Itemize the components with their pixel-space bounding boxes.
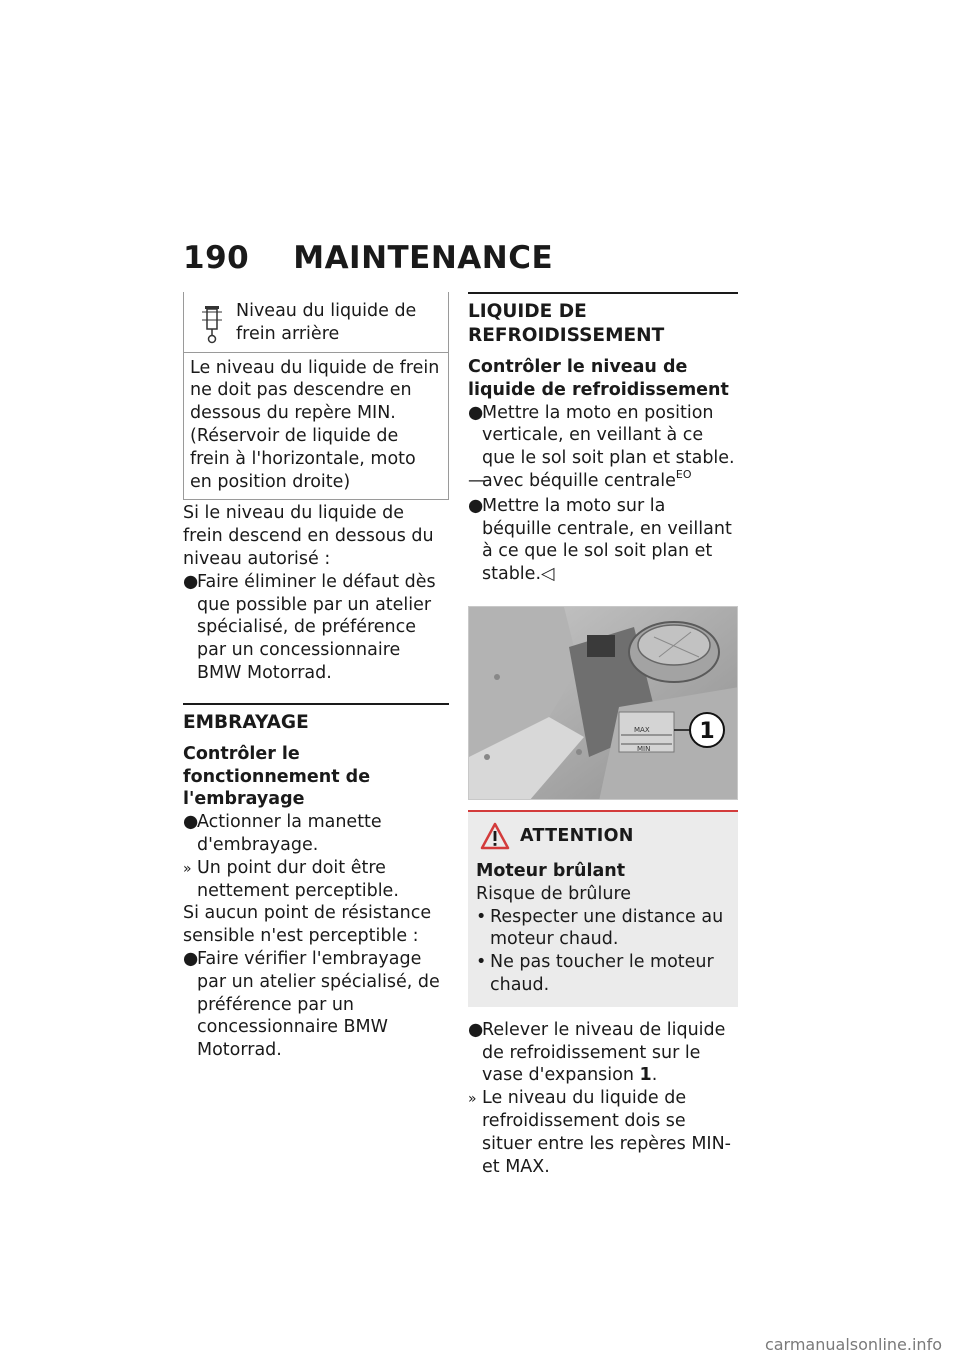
bullet-icon: ● [183,812,199,833]
list-item [468,402,738,470]
list-item-text: Actionner la manette d'embrayage. [197,812,382,855]
min-label: MIN [637,744,651,753]
bullet-icon: ● [468,1019,484,1040]
attention-heading: Moteur brûlant [476,860,626,881]
list-item-text: Mettre la moto sur la béquille centrale, en veillant à ce que le sol soit plan et stable. [482,495,732,585]
section-title-clutch: EMBRAYAGE [183,703,449,735]
list-item-text: Faire vérifier l'embrayage par un atelier spécialisé, de préférence par un concessionnaire BMW Motorrad. [197,948,440,1061]
page-number: 190 [183,240,250,276]
result-arrow-icon: » [183,860,192,877]
section-title-coolant: LIQUIDE DE REFROIDISSEMENT [468,292,738,348]
attention-item [476,951,730,997]
footer-watermark: carmanualsonline.info [764,1335,942,1354]
list-item-text: Relever le niveau de liquide de refroidissement sur le vase d'expansion [482,1019,726,1086]
list-item-text: Faire éliminer le défaut dès que possible par un atelier spécialisé, de préférence par un concessionnaire BMW Motorrad. [197,571,436,683]
result-text: Un point dur doit être nettement perceptible. [197,857,399,901]
condition-superscript: EO [675,467,692,481]
paragraph: Si aucun point de résistance sensible n'est perceptible : [183,903,432,947]
result-item [468,1087,738,1178]
list-item-end: . [651,1065,658,1086]
brake-reservoir-icon [198,300,226,344]
bullet-icon: ● [183,571,199,592]
left-column [183,292,449,1062]
info-box-header [184,292,448,352]
result-item [183,857,449,903]
dash-icon: — [468,470,486,491]
page-header [183,240,553,276]
attention-item [476,906,730,952]
bullet-icon: ● [468,495,484,516]
brake-fluid-info-box [183,292,449,500]
attention-item-text: Ne pas toucher le moteur chaud. [490,952,714,995]
max-label: MAX [634,725,650,734]
list-item [183,571,449,685]
list-item [468,495,738,586]
photo-illustration [469,607,738,800]
reference-number: 1 [639,1065,652,1086]
list-item-text: Mettre la moto en position verticale, en veillant à ce que le sol soit plan et stable. [482,402,735,469]
list-item [183,811,449,857]
result-arrow-icon: » [468,1091,477,1108]
subsection-title: Contrôler le niveau de liquide de refroidissement [468,357,729,400]
callout-1: 1 [699,718,715,744]
end-mark: ◁ [541,564,555,585]
list-item [468,1019,738,1087]
condition-text: avec béquille centrale [482,470,676,491]
coolant-reservoir-photo [468,606,738,800]
small-bullet-icon: • [476,906,487,927]
subsection-title: Contrôler le fonctionnement de l'embrayage [183,743,371,810]
attention-header [480,822,730,850]
list-item [183,948,449,1062]
attention-item-text: Respecter une distance au moteur chaud. [490,906,724,950]
attention-title: ATTENTION [520,825,634,846]
warning-triangle-icon [480,822,510,850]
result-text: Le niveau du liquide de refroidissement dois se situer entre les repères MIN- et MAX. [482,1088,731,1177]
attention-box [468,812,738,1007]
small-bullet-icon: • [476,952,487,973]
info-box-label: Niveau du liquide de frein arrière [236,301,417,344]
info-box-body: Le niveau du liquide de frein ne doit pas descendre en dessous du repère MIN. (Réservoir de liquide de frein à l'horizontale, moto en position droite) [190,357,440,492]
attention-risk: Risque de brûlure [476,883,632,904]
page-title: MAINTENANCE [293,240,554,276]
bullet-icon: ● [183,948,199,969]
paragraph: Si le niveau du liquide de frein descend en dessous du niveau autorisé : [183,503,434,569]
bullet-icon: ● [468,402,484,423]
right-column [468,292,738,1178]
condition-item [468,467,738,495]
